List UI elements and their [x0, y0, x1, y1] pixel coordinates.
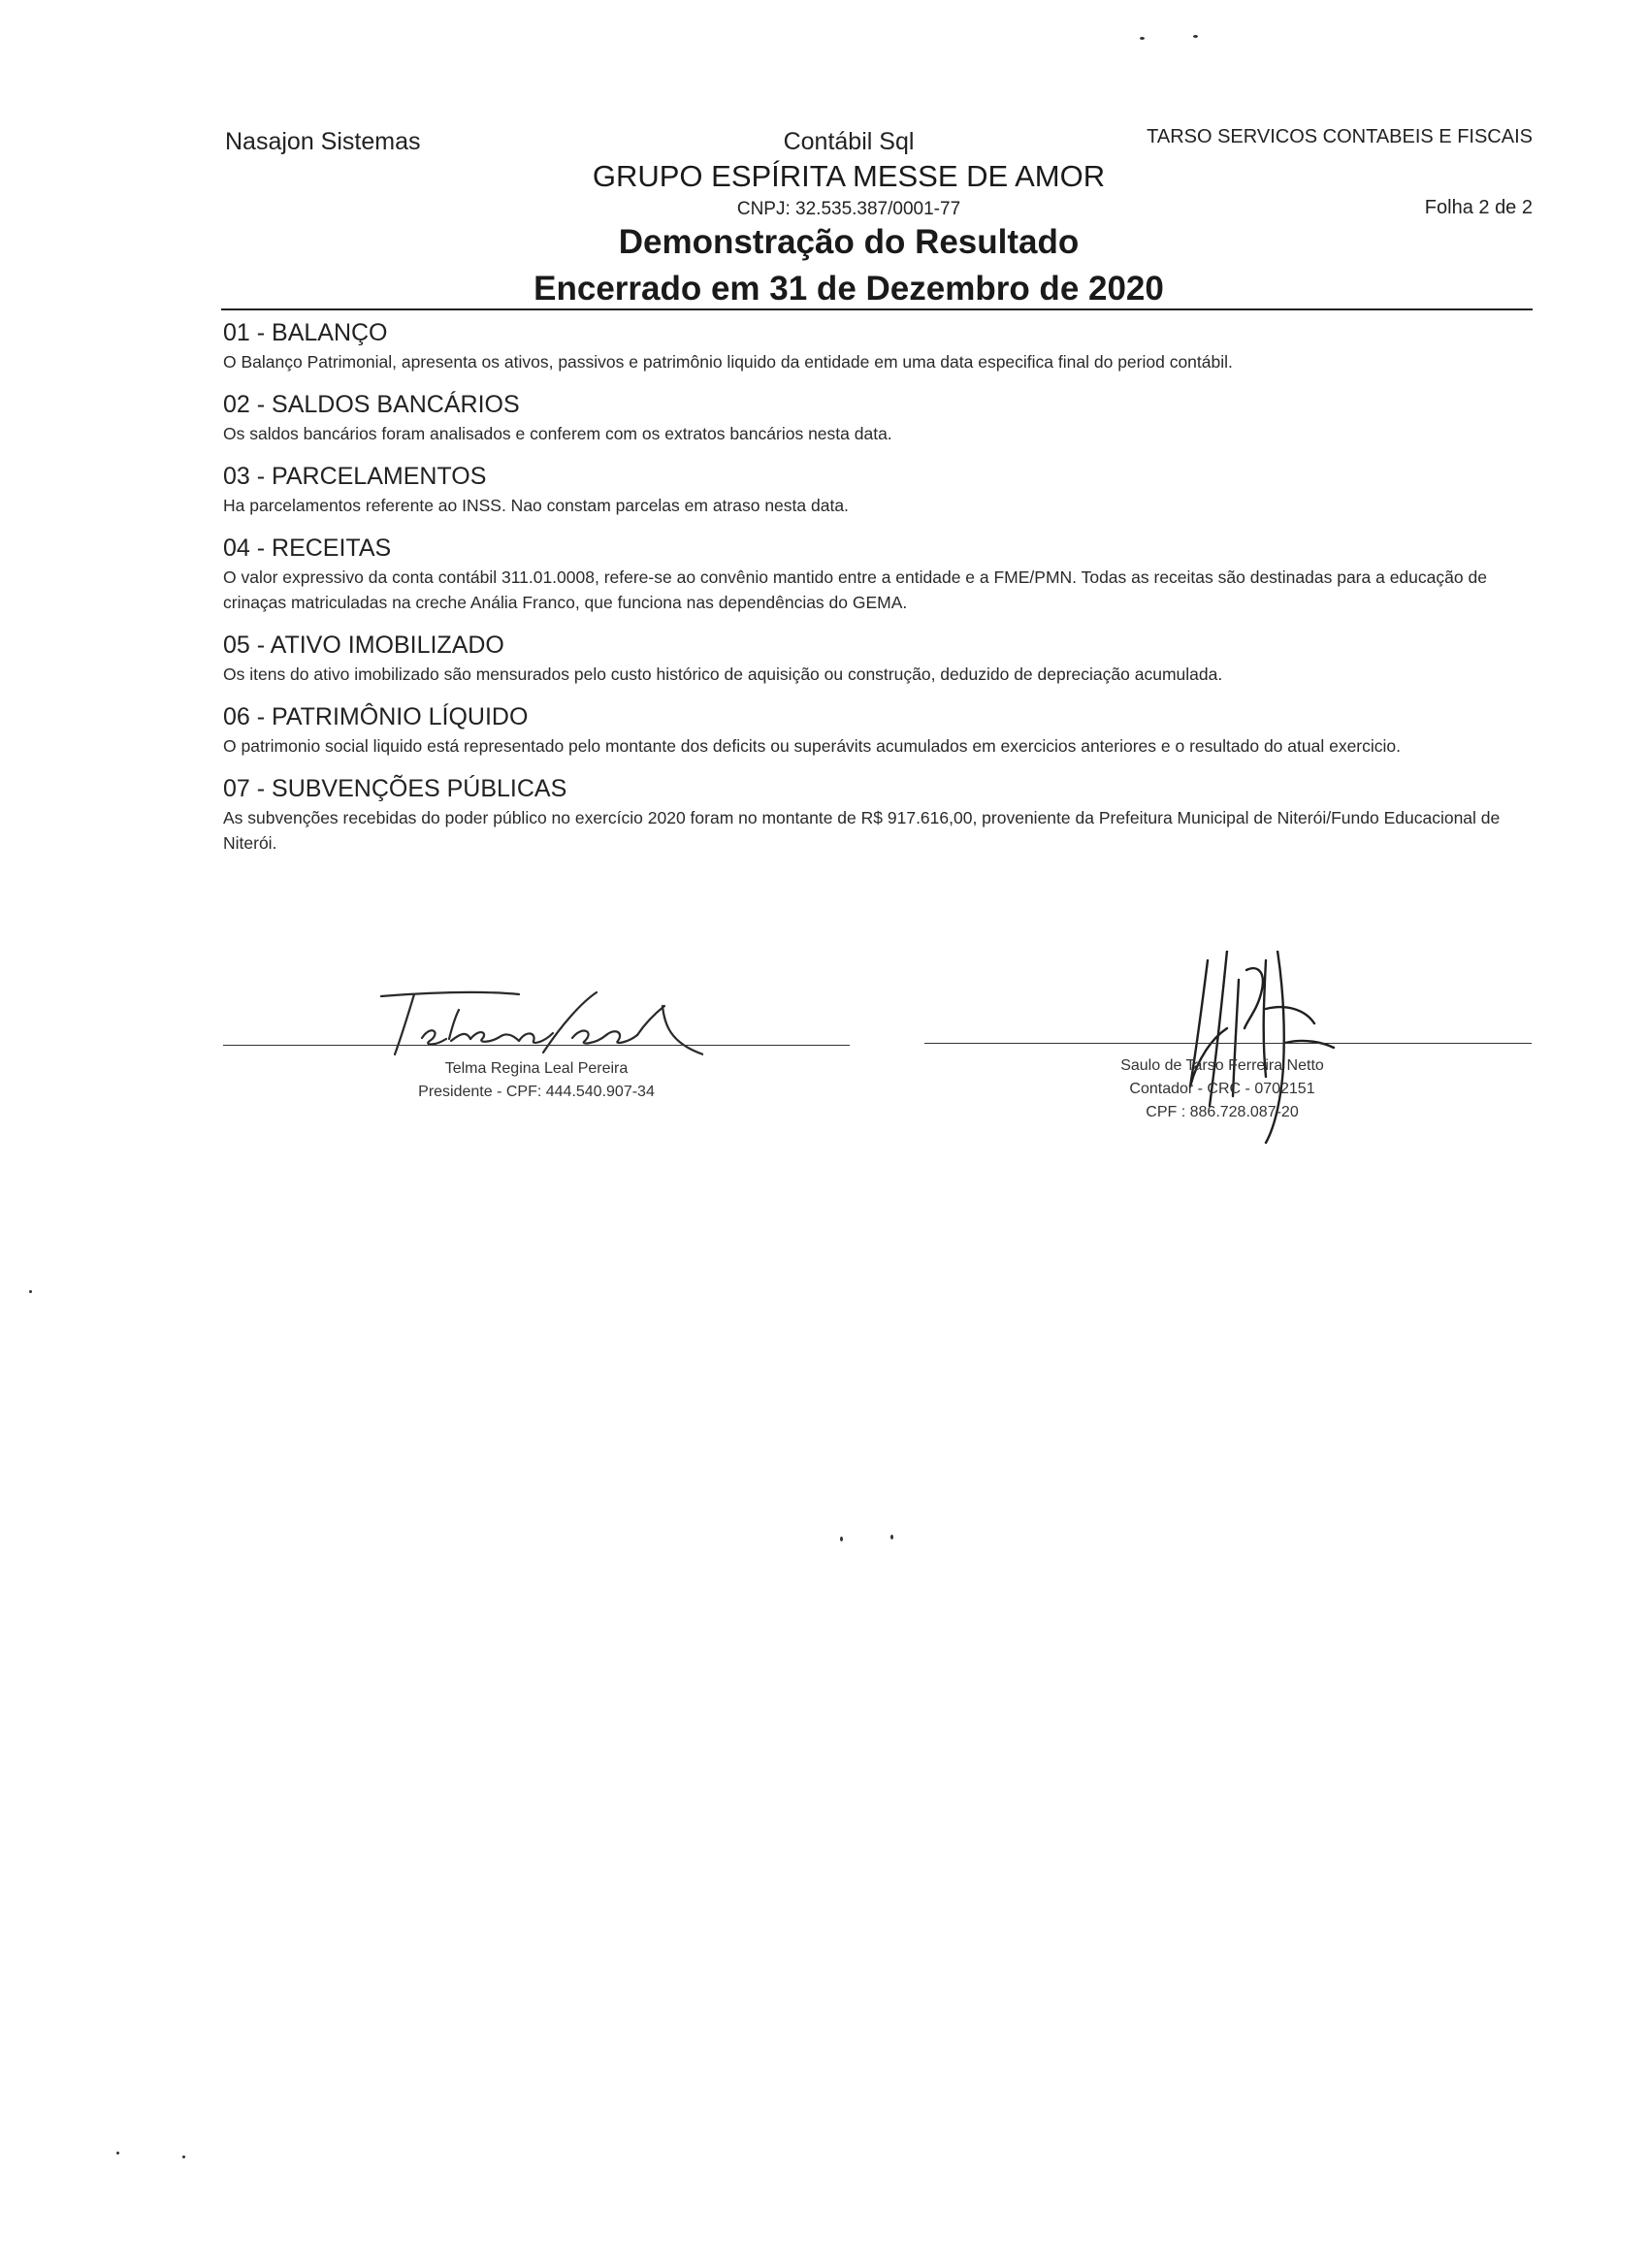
- software-name-text: Contábil Sql: [783, 128, 915, 155]
- president-signature-block: [223, 1057, 850, 1104]
- note-ativo-imobilizado: [223, 629, 1533, 687]
- note-saldos-bancarios: [223, 388, 1533, 446]
- note-body: O Balanço Patrimonial, apresenta os ativos, passivos e patrimônio liquido da entidade em uma data especifica final do period contábil.: [223, 352, 1233, 372]
- scan-speck: [29, 1290, 32, 1293]
- software-vendor: Nasajon Sistemas: [225, 128, 421, 155]
- accountant-crc: Contador - CRC - 0702151: [1129, 1081, 1315, 1097]
- scan-speck: [116, 2152, 119, 2155]
- note-body: Os saldos bancários foram analisados e conferem com os extratos bancários nesta data.: [223, 424, 892, 443]
- note-subvencoes-publicas: [223, 772, 1533, 856]
- note-title: 05 - ATIVO IMOBILIZADO: [223, 632, 504, 659]
- note-balanco: [223, 316, 1533, 374]
- note-title: 06 - PATRIMÔNIO LÍQUIDO: [223, 703, 529, 730]
- note-parcelamentos: [223, 460, 1533, 518]
- document-title: [0, 223, 1649, 262]
- president-signature: [373, 985, 703, 1062]
- note-receitas: [223, 532, 1533, 615]
- scan-speck: [840, 1537, 843, 1541]
- accountant-signature-line: [924, 1043, 1532, 1044]
- note-title: 01 - BALANÇO: [223, 319, 388, 346]
- note-body: O patrimonio social liquido está representado pelo montante dos deficits ou superávits acumulados em exercicios anteriores e o resultado do atual exercicio.: [223, 736, 1401, 756]
- company-cnpj: [0, 199, 1649, 220]
- document-subtitle-text: Encerrado em 31 de Dezembro de 2020: [534, 270, 1164, 308]
- accountant-name: Saulo de Tarso Ferreira Netto: [1120, 1057, 1324, 1074]
- scan-speck: [182, 2155, 185, 2158]
- note-body: As subvenções recebidas do poder público no exercício 2020 foram no montante de R$ 917.616,00, proveniente da Prefeitura Municipal de Niterói/Fundo Educacional de Niterói.: [223, 808, 1501, 853]
- accountant-signature-block: [1086, 1054, 1358, 1124]
- note-body: O valor expressivo da conta contábil 311.01.0008, refere-se ao convênio mantido entre a entidade e a FME/PMN. Todas as receitas são destinadas para a educação de crinaças matriculadas na creche Anália Franco, que funciona nas dependências do GEMA.: [223, 567, 1487, 612]
- header-divider: [221, 308, 1533, 310]
- president-role: Presidente - CPF: 444.540.907-34: [418, 1084, 655, 1100]
- scan-speck: [1193, 35, 1198, 38]
- page-number: Folha 2 de 2: [1424, 197, 1533, 218]
- explanatory-notes: [223, 316, 1533, 869]
- note-title: 02 - SALDOS BANCÁRIOS: [223, 391, 520, 418]
- note-body: Os itens do ativo imobilizado são mensurados pelo custo histórico de aquisição ou construção, deduzido de depreciação acumulada.: [223, 664, 1223, 684]
- president-signature-line: [223, 1045, 850, 1046]
- note-title: 04 - RECEITAS: [223, 535, 392, 562]
- note-body: Ha parcelamentos referente ao INSS. Nao constam parcelas em atraso nesta data.: [223, 496, 849, 515]
- accounting-firm: TARSO SERVICOS CONTABEIS E FISCAIS: [1147, 126, 1533, 147]
- company-name-text: GRUPO ESPÍRITA MESSE DE AMOR: [592, 159, 1106, 193]
- note-patrimonio-liquido: [223, 700, 1533, 759]
- note-title: 07 - SUBVENÇÕES PÚBLICAS: [223, 775, 567, 802]
- scan-speck: [890, 1535, 893, 1539]
- note-title: 03 - PARCELAMENTOS: [223, 463, 487, 490]
- scan-speck: [1140, 37, 1145, 40]
- document-subtitle: [0, 270, 1649, 308]
- company-name: [0, 159, 1649, 194]
- accountant-cpf: CPF : 886.728.087-20: [1146, 1104, 1299, 1120]
- company-cnpj-text: CNPJ: 32.535.387/0001-77: [736, 199, 961, 219]
- president-name: Telma Regina Leal Pereira: [444, 1060, 629, 1077]
- document-title-text: Demonstração do Resultado: [618, 223, 1080, 261]
